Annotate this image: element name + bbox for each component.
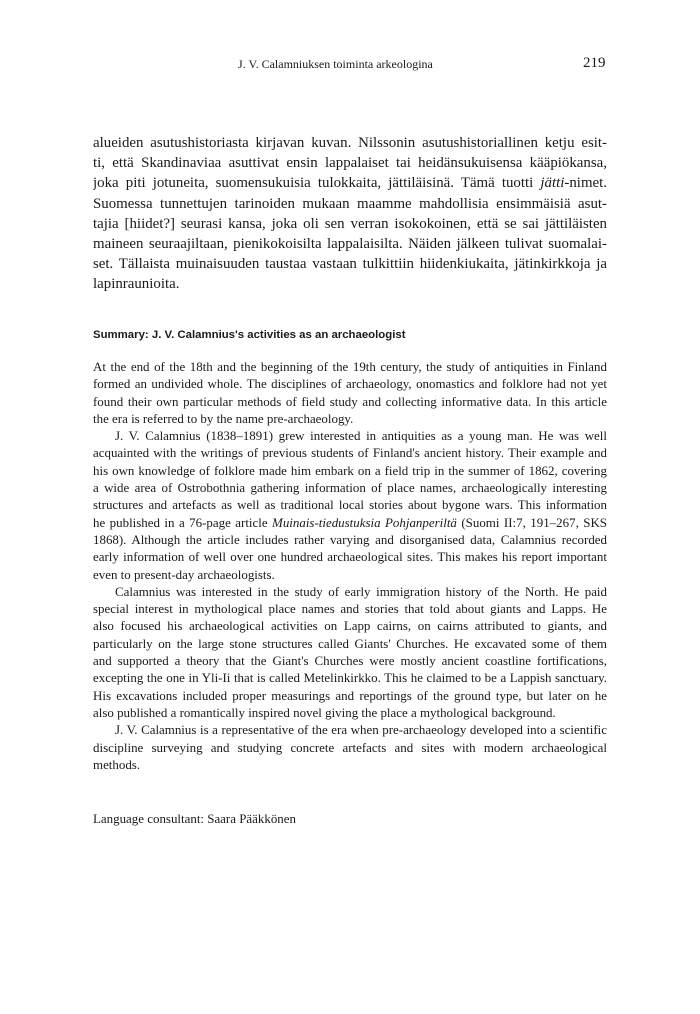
text-line: Suomessa tunnettujen tarinoiden mukaan maamme mahdollisia ensimmäisiä asut- [93, 195, 607, 212]
finnish-paragraph [93, 133, 607, 295]
text-line: early information of well over one hundred archaeological sites. This makes his report important [93, 549, 607, 565]
article-title: Muinais-tiedustuksia Pohjanperiltä [272, 514, 457, 530]
text-line: alueiden asutushistoriasta kirjavan kuvan. Nilssonin asutushistoriallinen ketju esit- [93, 135, 607, 151]
text-line: His excavations included proper measurings and reportings of the ground type, but later on he [93, 687, 607, 703]
text-line: his own knowledge of folklore made him embark on a field trip in the summer of 1862, covering [93, 462, 607, 478]
text-line: the era is referred to by the name pre-archaeology. [93, 410, 354, 426]
text-line: acquainted with the writings of previous students of Finland's ancient history. Their example and [93, 445, 607, 461]
text-line [93, 514, 607, 531]
text-line: formed an undivided whole. The disciplines of archaeology, onomastics and folklore had not yet [93, 376, 607, 392]
text-run: he published in a 76-page article [93, 514, 273, 530]
text-line: tajia [hiidet?] seurasi kansa, joka oli sen verran isokokoinen, että se sai jättiläisten [93, 215, 607, 232]
text-run: (Suomi II:7, 191–267, SKS [456, 514, 607, 530]
summary-heading: Summary: J. V. Calamnius's activities as an archaeologist [93, 329, 406, 341]
page-number: 219 [583, 55, 606, 71]
text-run: joka piti jotuneita, suomensukuisia tulokkaita, jättiläisinä. Tämä tuotti [93, 175, 541, 192]
text-line: ti, että Skandinaviaa asuttivat ensin lappalaiset tai heidänsukuisensa kääpiökansa, [93, 155, 607, 172]
text-line: and supported a theory that the Giant's Churches were mostly ancient coastline fortifications, [93, 653, 607, 669]
text-line: found their own particular methods of field study and collecting informative data. In this article [93, 393, 607, 409]
text-line: discipline surveying and studying concrete artefacts and sites with modern archaeological [93, 739, 607, 755]
italic-term: jätti [540, 175, 565, 192]
text-line: J. V. Calamnius (1838–1891) grew interested in antiquities as a young man. He was well [115, 428, 607, 444]
text-line: set. Tällaista muinaisuuden taustaa vastaan tulkittiin hiidenkiukaita, jätinkirkkoja ja [93, 256, 607, 273]
text-line: also focused his archaeological activities on Lapp cairns, on cairns attributed to giants, and [93, 618, 607, 634]
text-line: structures and artefacts as well as traditional local stories about bygone wars. This information [93, 497, 607, 513]
text-line: excepting the one in Yli-Ii that is called Metelinkirkko. This he claimed to be a Lappish sanctuary. [93, 670, 607, 686]
language-consultant-note: Language consultant: Saara Pääkkönen [93, 811, 296, 826]
text-line: Calamnius was interested in the study of early immigration history of the North. He paid [115, 583, 607, 599]
text-line: a wide area of Ostrobothnia gathering information of place names, archaeologically interesting [93, 480, 607, 496]
text-line: even to present-day archaeologists. [93, 566, 275, 582]
text-line: also published a romantically inspired novel giving the place a mythological background. [93, 704, 556, 720]
text-run: -nimet. [564, 175, 607, 192]
text-line: lapinraunioita. [93, 276, 180, 293]
text-line: 1868). Although the article includes rather varying and disorganised data, Calamnius recorded [93, 531, 607, 547]
text-line: J. V. Calamnius is a representative of the era when pre-archaeology developed into a scientific [115, 722, 607, 738]
text-line: maineen seuraajiltaan, pienikokoisilta lappalaisilta. Näiden jälkeen tulivat suomalai- [93, 235, 607, 252]
running-header [0, 56, 700, 76]
text-line [93, 173, 607, 193]
text-line: methods. [93, 756, 141, 772]
running-title: J. V. Calamniuksen toiminta arkeologina [238, 57, 433, 71]
summary-body [93, 358, 607, 773]
text-line: special interest in mythological place names and stories that told about giants and Lapps. He [93, 601, 607, 617]
text-line: At the end of the 18th and the beginning of the 19th century, the study of antiquities in Finland [93, 359, 607, 374]
text-line: particularly on the large stone structures called Giants' Churches. He excavated some of them [93, 635, 607, 651]
